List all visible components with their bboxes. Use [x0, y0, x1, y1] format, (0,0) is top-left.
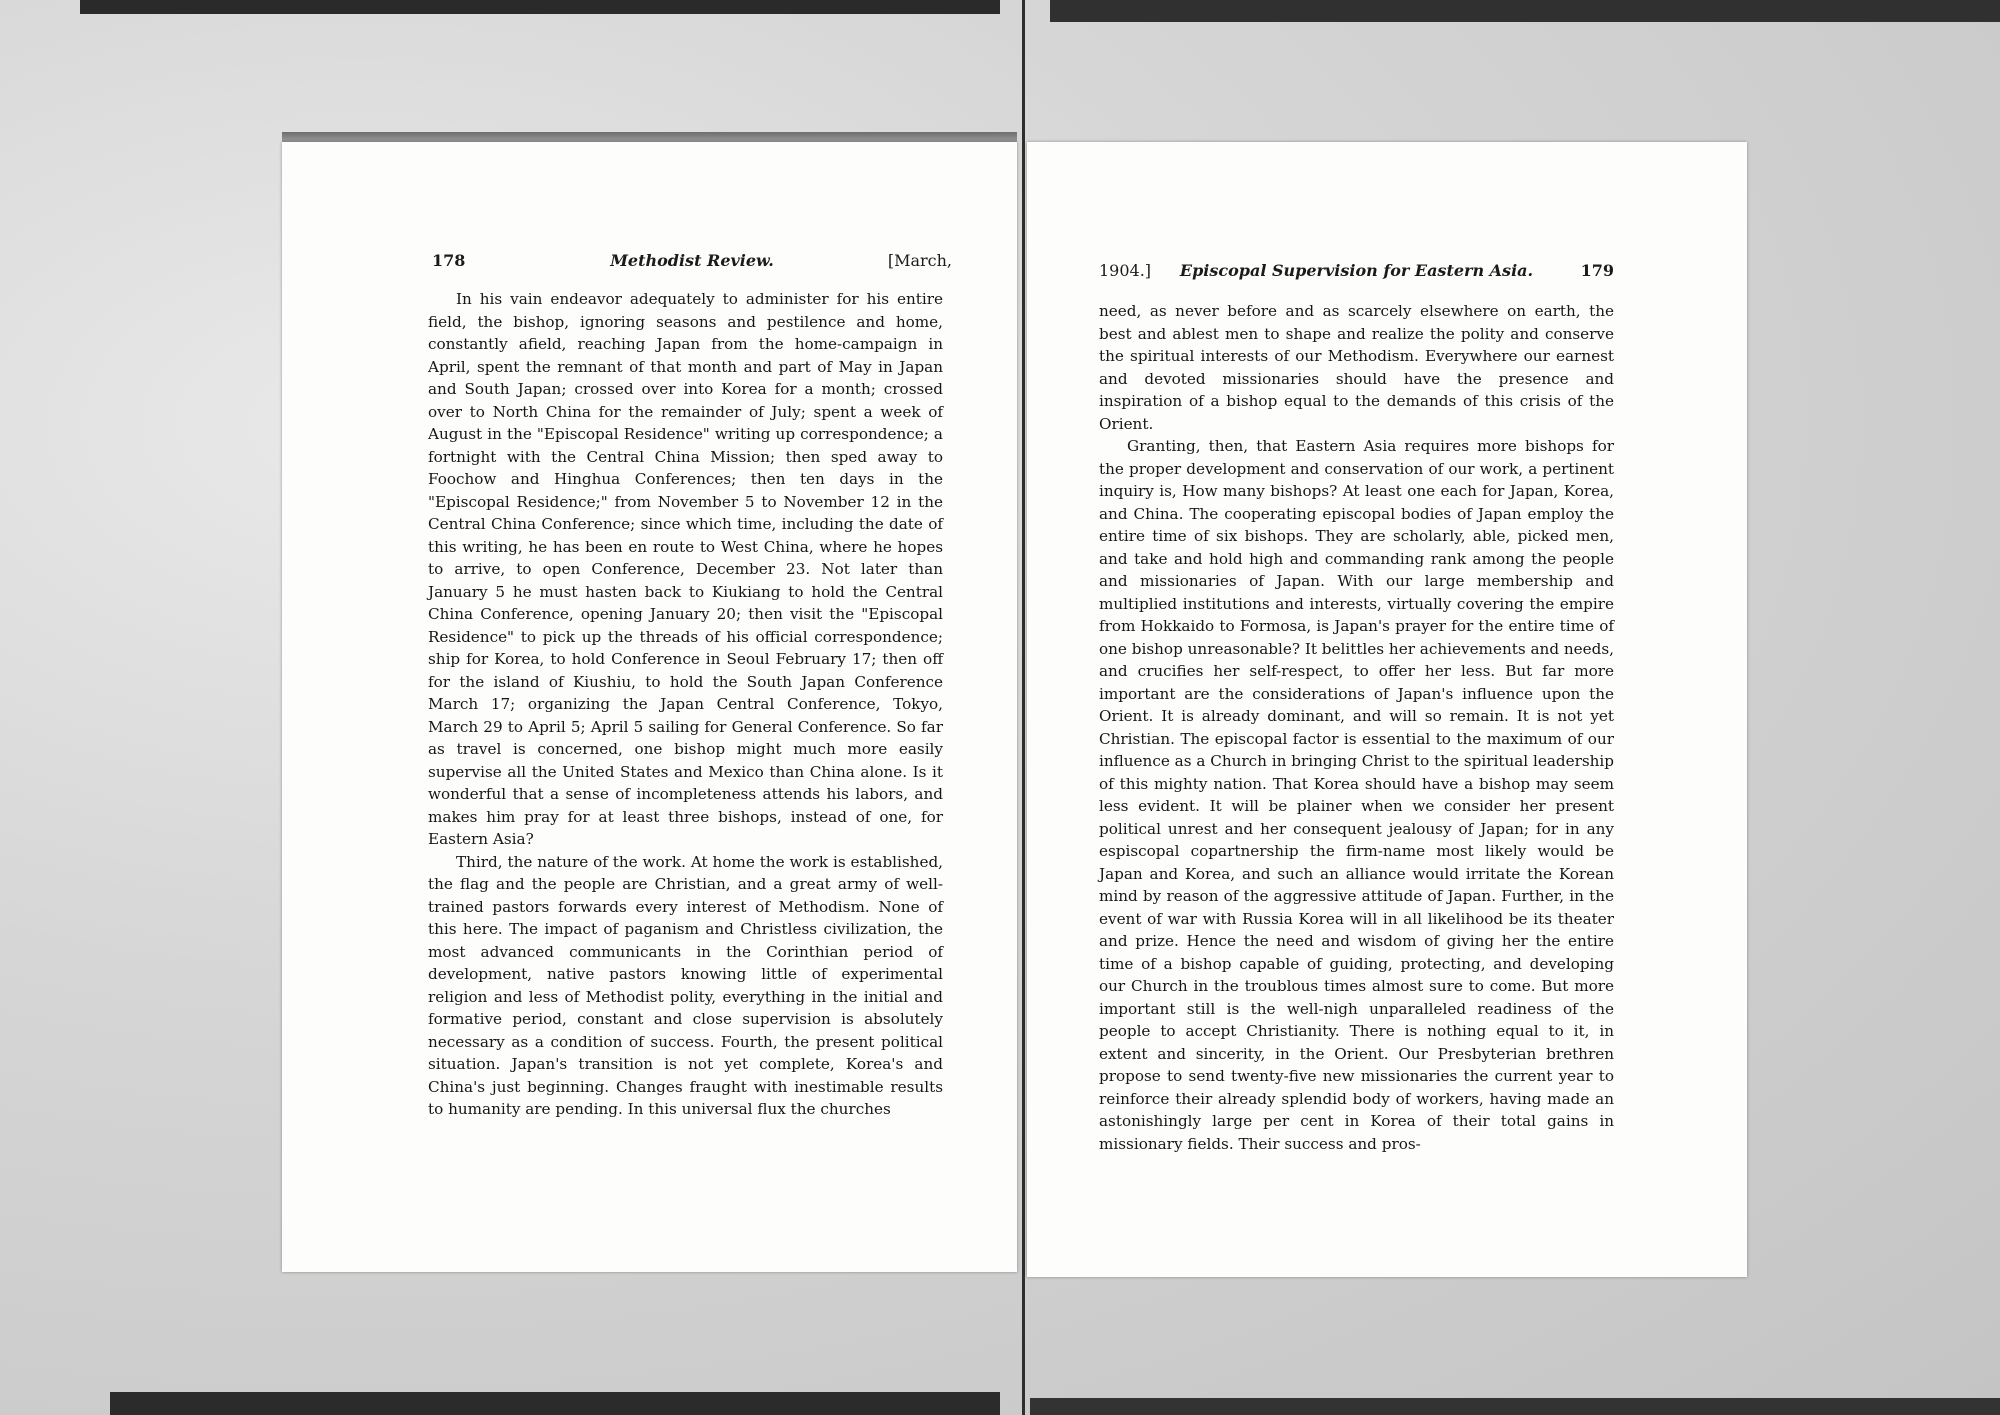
left-page	[282, 142, 1017, 1272]
left-running-head	[432, 250, 952, 272]
scan-edge-top-right	[1050, 0, 2000, 22]
right-page	[1027, 142, 1747, 1277]
scan-edge-bottom-left	[110, 1392, 1000, 1415]
right-page-number: 179	[1580, 261, 1614, 280]
scan-edge-top-left	[80, 0, 1000, 14]
scan-edge-bottom-right	[1030, 1398, 2000, 1415]
right-paragraph-2: Granting, then, that Eastern Asia requires more bishops for the proper development and conservation of our work, a pertinent inquiry is, How many bishops? At least one each for Japan, Korea, and China. The cooperating episcopal bodies of Japan employ the entire time of six bishops. They are scholarly, able, picked men, and take and hold high and commanding rank among the people and missionaries of Japan. With our large membership and multiplied institutions and interests, virtually covering the empire from Hokkaido to Formosa, is Japan's prayer for the entire time of one bishop unreasonable? It belittles her achievements and needs, and crucifies her self-respect, to offer her less. But far more important are the considerations of Japan's influence upon the Orient. It is already dominant, and will so remain. It is not yet Christian. The episcopal factor is essential to the maximum of our influence as a Church in bringing Christ to the spiritual leadership of this mighty nation. That Korea should have a bishop may seem less evident. It will be plainer when we consider her present political unrest and her consequent jealousy of Japan; for in any espiscopal copartnership the firm-name most likely would be Japan and Korea, and such an alliance would irritate the Korean mind by reason of the aggressive attitude of Japan. Further, in the event of war with Russia Korea will in all likelihood be its theater and prize. Hence the need and wisdom of giving her the entire time of a bishop capable of guiding, protecting, and developing our Church in the troublous times almost sure to come. But more important still is the well-nigh unparalleled readiness of the people to accept Christianity. There is nothing equal to it, in extent and sincerity, in the Orient. Our Presbyterian brethren propose to send twenty-five new missionaries the current year to reinforce their already splendid body of workers, having made an astonishingly large per cent in Korea of their total gains in missionary fields. Their success and pros-	[1099, 437, 1614, 1153]
left-running-date: [March,	[887, 251, 952, 270]
left-page-number: 178	[432, 251, 466, 270]
right-running-title: Episcopal Supervision for Eastern Asia.	[1179, 261, 1534, 280]
left-paragraph-2: Third, the nature of the work. At home the work is established, the flag and the people are Christian, and a great army of well-trained pastors forwards every interest of Methodism. None of this here. The impact of paganism and Christless civilization, the most advanced communicants in the Corinthian period of development, native pastors knowing little of experimental religion and less of Methodist polity, everything in the initial and formative period, constant and close supervision is absolutely necessary as a condition of success. Fourth, the present political situation. Japan's transition is not yet complete, Korea's and China's just beginning. Changes fraught with inestimable results to humanity are pending. In this universal flux the churches	[428, 852, 943, 1118]
left-text-column	[428, 288, 943, 1121]
book-gutter	[1022, 0, 1025, 1415]
right-running-head	[1099, 260, 1614, 282]
left-paragraph-1: In his vain endeavor adequately to administer for his entire field, the bishop, ignoring seasons and pestilence and home, constantly afield, reaching Japan from the home-campaign in April, spent the remnant of that month and part of May in Japan and South Japan; crossed over into Korea for a month; crossed over to North China for the remainder of July; spent a week of August in the "Episcopal Residence" writing up correspondence; a fortnight with the Central China Mission; then sped away to Foochow and Hinghua Conferences; then ten days in the "Episcopal Residence;" from November 5 to November 12 in the Central China Conference; since which time, including the date of this writing, he has been en route to West China, where he hopes to arrive, to open Conference, December 23. Not later than January 5 he must hasten back to Kiukiang to hold the Central China Conference, opening January 20; then visit the "Episcopal Residence" to pick up the threads of his official correspondence; ship for Korea, to hold Conference in Seoul February 17; then off for the island of Kiushiu, to hold the South Japan Conference March 17; organizing the Japan Central Conference, Tokyo, March 29 to April 5; April 5 sailing for General Conference. So far as travel is concerned, one bishop might much more easily supervise all the United States and Mexico than China alone. Is it wonderful that a sense of incompleteness attends his labors, and makes him pray for at least three bishops, instead of one, for Eastern Asia?	[428, 290, 943, 848]
right-running-date: 1904.]	[1099, 261, 1152, 280]
right-paragraph-1: need, as never before and as scarcely elsewhere on earth, the best and ablest men to shape and realize the polity and conserve the spiritual interests of our Methodism. Everywhere our earnest and devoted missionaries should have the presence and inspiration of a bishop equal to the demands of this crisis of the Orient.	[1099, 302, 1614, 433]
left-running-title: Methodist Review.	[610, 251, 774, 270]
right-text-column	[1099, 300, 1614, 1155]
